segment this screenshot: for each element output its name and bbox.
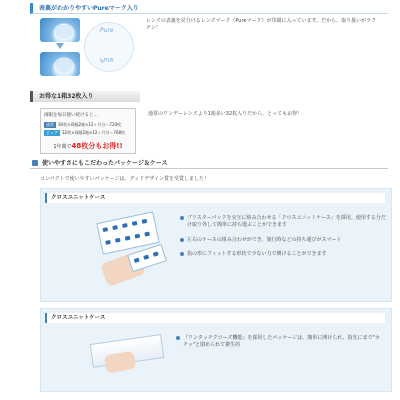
panel-bullet: 『ワンタッチクローズ機能』を採用したパッケージは、簡単に開けられ、指先にまで"カチッ"と閉められて衛生的: [183, 335, 383, 349]
arrow-down-icon: [56, 43, 64, 49]
section-title-package-text: 使いやすさにもこだわったパッケージ＆ケース: [42, 160, 168, 167]
package-panel-one-touch: [40, 308, 392, 392]
pure-mark-back-text: Pure: [100, 56, 114, 63]
lens-front-photo: [40, 18, 80, 42]
package-intro: コンパクトで使いやすいパッケージは、グッドデザイン賞を受賞しました！: [40, 176, 209, 182]
section-title-package: [30, 158, 388, 169]
package-icon: [32, 160, 38, 166]
savings-calculation-box: [40, 108, 136, 154]
calc-label-normal: 通常: [46, 122, 54, 127]
calc-label-pure: ピュア: [46, 130, 58, 135]
section-title-value: お得な1箱32枚入り: [30, 91, 140, 102]
calc-row-pure: [44, 130, 125, 136]
lens-back-photo: [40, 52, 80, 76]
savings-summary-prefix: 1年間で: [53, 144, 72, 150]
value-description: 通常のワンデーレンズより1箱多い32枚入りだから、とってもお得！: [148, 111, 303, 117]
panel-title: クロスユニットケース: [45, 193, 385, 203]
pure-mark-description: レンズの表裏を見分けるレンズマーク（Pureマーク）が印刷に入っています。だから、取り扱いがラクチン！: [146, 18, 377, 31]
hand-illustration: [104, 351, 137, 374]
savings-lead: 両眼を毎日使い続けると…: [44, 113, 98, 118]
panel-bullet: ブリスターパックを交互に組み合わせる「クロスユニットケース」を採用。使用する分だけ取り外して簡単に持ち運ぶことができます: [187, 215, 387, 229]
calc-row-normal: [44, 122, 121, 128]
calc-value-pure: 32枚×両眼2箱×12ヶ月分＝768枚: [62, 130, 126, 135]
calc-value-normal: 30枚×両眼2箱×12ヶ月分＝720枚: [58, 122, 122, 127]
pure-mark-front-text: Pure: [100, 27, 114, 34]
savings-summary: [41, 141, 135, 151]
section-title-pure-mark: 表裏がわかりやすいPureマーク入り: [30, 3, 388, 14]
panel-bullet: 指の形にフィットする形状で少ない力で開けることができます: [187, 251, 387, 258]
package-panel-cross-unit: [40, 188, 392, 302]
panel-bullet: 左右のケースの組み合わせができ、旅行時などの持ち運びがスマート: [187, 237, 387, 244]
panel-title: クロスユニットケース: [45, 313, 385, 323]
savings-summary-highlight: 48枚分もお得!!: [71, 142, 123, 150]
